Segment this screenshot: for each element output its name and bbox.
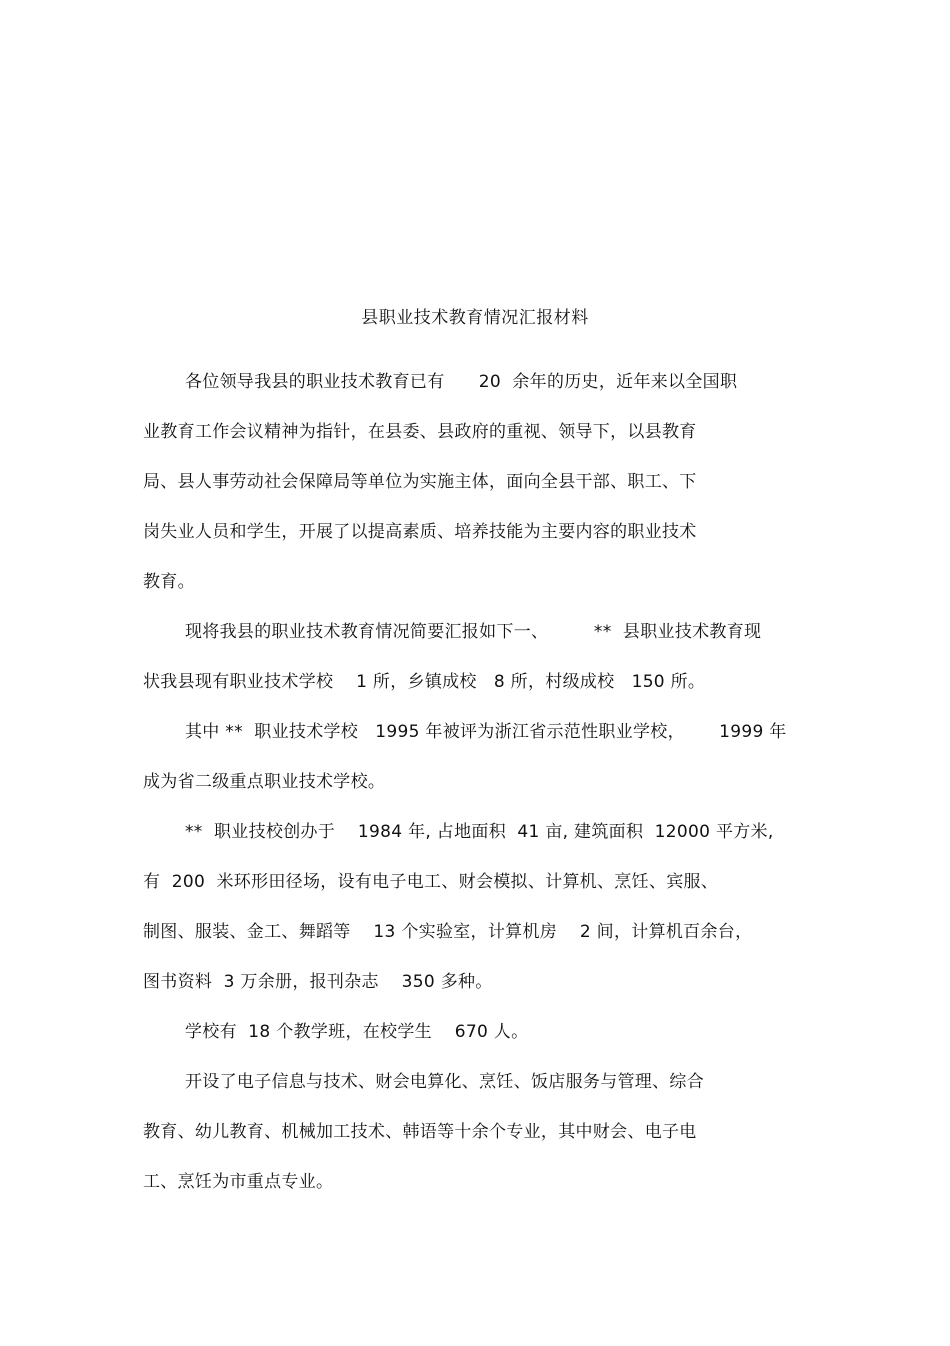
paragraph-2-line-2: 状我县现有职业技术学校 1 所，乡镇成校 8 所，村级成校 150 所。 [143,672,706,692]
paragraph-6-line-1: 开设了电子信息与技术、财会电算化、烹饪、饭店服务与管理、综合 [185,1072,704,1092]
paragraph-6-line-3: 工、烹饪为市重点专业。 [143,1172,334,1192]
paragraph-1-line-1: 各位领导我县的职业技术教育已有 20 余年的历史，近年来以全国职 [185,372,738,392]
paragraph-1-line-3: 局、县人事劳动社会保障局等单位为实施主体，面向全县干部、职工、下 [143,472,697,492]
paragraph-3-line-1: 其中 ** 职业技术学校 1995 年被评为浙江省示范性职业学校， 1999 年 [185,722,787,742]
paragraph-6-line-2: 教育、幼儿教育、机械加工技术、韩语等十余个专业，其中财会、电子电 [143,1122,697,1142]
paragraph-2-line-1: 现将我县的职业技术教育情况简要汇报如下一、 ** 县职业技术教育现 [185,622,762,642]
document-title: 县职业技术教育情况汇报材料 [361,308,589,328]
paragraph-4-line-4: 图书资料 3 万余册，报刊杂志 350 多种。 [143,972,493,992]
paragraph-1-line-5: 教育。 [143,572,195,592]
paragraph-5-line-1: 学校有 18 个教学班，在校学生 670 人。 [185,1022,529,1042]
paragraph-4-line-3: 制图、服装、金工、舞蹈等 13 个实验室，计算机房 2 间，计算机百余台， [143,922,753,942]
paragraph-3-line-2: 成为省二级重点职业技术学校。 [143,772,386,792]
paragraph-1-line-2: 业教育工作会议精神为指针，在县委、县政府的重视、领导下，以县教育 [143,422,697,442]
paragraph-4-line-2: 有 200 米环形田径场，设有电子电工、财会模拟、计算机、烹饪、宾服、 [143,872,719,892]
paragraph-4-line-1: ** 职业技校创办于 1984 年, 占地面积 41 亩, 建筑面积 12000 平方米, [185,822,774,842]
paragraph-1-line-4: 岗失业人员和学生，开展了以提高素质、培养技能为主要内容的职业技术 [143,522,697,542]
